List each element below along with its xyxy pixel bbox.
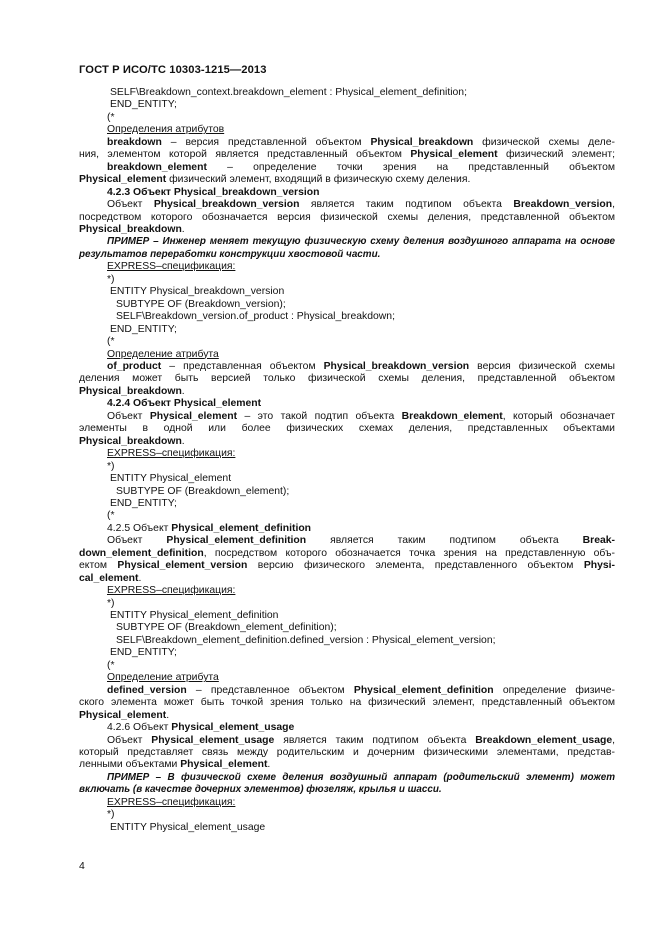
text-run: является таким подтипом объекта	[274, 734, 476, 746]
text-run: – определение точки зрения на представленный объектом	[206, 161, 615, 173]
text-run: *)	[107, 597, 115, 609]
text-run: .	[181, 435, 185, 447]
text-line	[79, 436, 615, 448]
bold-term: Physical_breakdown	[79, 435, 182, 447]
bold-term: Physical_element_usage	[171, 722, 295, 734]
text-line	[79, 784, 615, 796]
section-label: EXPRESS–спецификация:	[107, 585, 236, 597]
bold-term: 4.2.3 Объект Physical_breakdown_version	[107, 186, 320, 198]
bold-term: breakdown_element	[107, 161, 207, 173]
text-line	[79, 486, 615, 498]
text-run: ENTITY Physical_breakdown_version	[110, 286, 285, 298]
text-line	[79, 311, 615, 323]
example-text: ПРИМЕР – Инженер меняет текущую физическую схему деления воздушного аппарата на основе	[107, 236, 615, 248]
bold-term: Physical_breakdown	[79, 385, 182, 397]
text-run: END_ENTITY;	[110, 497, 177, 509]
text-run: SUBTYPE OF (Breakdown_version);	[116, 298, 286, 310]
text-run: .	[166, 709, 170, 721]
text-line	[79, 236, 615, 248]
text-run: Объект	[107, 199, 154, 211]
bold-term: Physical_breakdown_version	[153, 199, 300, 211]
text-run: END_ENTITY;	[110, 647, 177, 659]
bold-term: Physical_breakdown_version	[323, 360, 470, 372]
text-run: .	[138, 572, 142, 584]
text-line	[79, 274, 615, 286]
text-run: ENTITY Physical_element_definition	[110, 610, 279, 622]
text-run: версия физической схемы	[469, 360, 615, 372]
text-line	[79, 772, 615, 784]
text-run: который представляет связь между родительским и дочерним физическими элементами, представ-	[79, 747, 615, 759]
text-run: ленными объектами	[79, 759, 181, 771]
text-line	[79, 685, 615, 697]
bold-term: Physical_element	[149, 410, 238, 422]
text-run: 4.2.6 Объект	[107, 722, 172, 734]
text-line	[79, 797, 615, 809]
text-line	[79, 697, 615, 709]
text-line	[79, 261, 615, 273]
example-text: ПРИМЕР – В физической схеме деления воздушный аппарат (родительский элемент) может	[107, 771, 615, 783]
text-line	[79, 324, 615, 336]
text-line	[79, 535, 615, 547]
text-run: *)	[107, 809, 115, 821]
text-line	[79, 386, 615, 398]
text-run: .	[181, 223, 185, 235]
text-run: ектом	[79, 560, 118, 572]
text-line	[79, 224, 615, 236]
standard-designation-header: ГОСТ Р ИСО/ТС 10303-1215—2013	[79, 64, 267, 76]
text-run: ,	[612, 734, 616, 746]
bold-term: Breakdown_element	[401, 410, 503, 422]
text-line	[79, 112, 615, 124]
bold-term: Physical_element	[410, 149, 498, 161]
text-run: ENTITY Physical_element	[110, 473, 232, 485]
bold-term: Physi-	[583, 560, 615, 572]
text-line	[79, 373, 615, 385]
text-line	[79, 573, 615, 585]
bold-term: Physical_element_usage	[151, 734, 275, 746]
text-line	[79, 411, 615, 423]
text-run: (*	[107, 659, 115, 671]
text-line	[79, 822, 615, 834]
section-label: Определение атрибута	[107, 348, 219, 360]
bold-term: Breakdown_element_usage	[475, 734, 613, 746]
text-line	[79, 398, 615, 410]
text-run: END_ENTITY;	[110, 323, 177, 335]
text-line	[79, 710, 615, 722]
page-body	[79, 87, 615, 834]
text-run: 4.2.5 Объект	[107, 522, 172, 534]
bold-term: Break-	[582, 535, 615, 547]
text-run: Объект	[107, 535, 167, 547]
text-line	[79, 747, 615, 759]
text-line	[79, 249, 615, 261]
text-line	[79, 735, 615, 747]
text-line	[79, 635, 615, 647]
text-run: , посредством которого обозначается точка зрения на представленную объ-	[203, 547, 615, 559]
text-line	[79, 647, 615, 659]
text-line	[79, 87, 615, 99]
text-line	[79, 510, 615, 522]
text-run: *)	[107, 273, 115, 285]
text-run: физический элемент, входящий в физическую схему деления.	[166, 174, 471, 186]
text-line	[79, 99, 615, 111]
text-run: SELF\Breakdown_element_definition.defined_version : Physical_element_version;	[116, 634, 496, 646]
text-line	[79, 299, 615, 311]
bold-term: Physical_breakdown	[370, 136, 474, 148]
text-run: – представленное объектом	[186, 684, 354, 696]
bold-term: Physical_element_definition	[353, 684, 494, 696]
text-line	[79, 461, 615, 473]
text-run: элементы в одной или более физических схемах деления, представленных объектами	[79, 423, 615, 435]
text-line	[79, 448, 615, 460]
section-label: EXPRESS–спецификация:	[107, 448, 236, 460]
bold-term: Physical_element_definition	[166, 535, 307, 547]
text-line	[79, 286, 615, 298]
text-run: SUBTYPE OF (Breakdown_element);	[116, 485, 290, 497]
text-run: физической схемы деле-	[473, 136, 615, 148]
text-line	[79, 523, 615, 535]
text-line	[79, 212, 615, 224]
text-run: является таким подтипом объекта	[299, 199, 514, 211]
bold-term: defined_version	[107, 684, 187, 696]
section-label: EXPRESS–спецификация:	[107, 796, 236, 808]
example-text: результатов переработки конструкции хвостовой части.	[79, 248, 381, 260]
text-run: ского элемента может быть точкой зрения только на физический элемент, представленный объектом	[79, 697, 615, 709]
text-line	[79, 672, 615, 684]
text-run: – представленная объектом	[161, 360, 324, 372]
text-run: SUBTYPE OF (Breakdown_element_definition);	[116, 622, 337, 634]
text-run: – это такой подтип объекта	[237, 410, 402, 422]
text-run: – версия представленной объектом	[161, 136, 371, 148]
text-line	[79, 585, 615, 597]
text-line	[79, 187, 615, 199]
text-run: END_ENTITY;	[110, 99, 177, 111]
text-line	[79, 548, 615, 560]
text-run: определение физиче-	[493, 684, 615, 696]
text-run: является таким подтипом объекта	[306, 535, 583, 547]
text-run: ,	[612, 199, 615, 211]
text-run: физический элемент;	[497, 149, 615, 161]
section-label: Определение атрибута	[107, 672, 219, 684]
text-line	[79, 473, 615, 485]
bold-term: Physical_element_definition	[171, 522, 312, 534]
text-line	[79, 174, 615, 186]
bold-term: Physical_breakdown	[79, 223, 182, 235]
text-run: Объект	[107, 410, 150, 422]
text-line	[79, 722, 615, 734]
text-line	[79, 199, 615, 211]
text-run: Объект	[107, 734, 152, 746]
text-run: версию физического элемента, представленного объектом	[247, 560, 584, 572]
bold-term: Physical_element	[79, 709, 167, 721]
text-line	[79, 162, 615, 174]
text-run: (*	[107, 336, 115, 348]
bold-term: Breakdown_version	[513, 199, 613, 211]
text-line	[79, 124, 615, 136]
bold-term: breakdown	[107, 136, 162, 148]
text-line	[79, 498, 615, 510]
text-line	[79, 809, 615, 821]
text-run: , который обозначает	[502, 410, 615, 422]
text-run: .	[267, 759, 271, 771]
text-line	[79, 336, 615, 348]
text-run: ния, элементом которой является представленный объектом	[79, 149, 411, 161]
text-line	[79, 349, 615, 361]
example-text: включать (в качестве дочерних элементов) фюзеляж, крылья и шасси.	[79, 784, 442, 796]
bold-term: cal_element	[79, 572, 139, 584]
text-line	[79, 660, 615, 672]
section-label: Определения атрибутов	[107, 124, 225, 136]
text-line	[79, 149, 615, 161]
text-run: посредством которого обозначается версия физической схемы деления, представленной объектом	[79, 211, 615, 223]
text-line	[79, 560, 615, 572]
text-line	[79, 598, 615, 610]
text-run: деления может быть версией только физической схемы деления, представленной объектом	[79, 373, 615, 385]
bold-term: Physical_element_version	[117, 560, 248, 572]
text-line	[79, 361, 615, 373]
text-line	[79, 423, 615, 435]
text-line	[79, 759, 615, 771]
text-run: ENTITY Physical_element_usage	[110, 821, 266, 833]
text-run: SELF\Breakdown_version.of_product : Physical_breakdown;	[116, 311, 395, 323]
bold-term: Physical_element	[180, 759, 268, 771]
text-line	[79, 610, 615, 622]
text-run: (*	[107, 510, 115, 522]
bold-term: Physical_element	[79, 174, 167, 186]
text-run: (*	[107, 111, 115, 123]
bold-term: 4.2.4 Объект Physical_element	[107, 398, 262, 410]
text-line	[79, 137, 615, 149]
section-label: EXPRESS–спецификация:	[107, 261, 236, 273]
text-run: *)	[107, 460, 115, 472]
text-run: .	[181, 385, 185, 397]
bold-term: down_element_definition	[79, 547, 204, 559]
page-number: 4	[79, 861, 85, 872]
bold-term: of_product	[107, 360, 162, 372]
text-line	[79, 622, 615, 634]
text-run: SELF\Breakdown_context.breakdown_element : Physical_element_definition;	[110, 87, 467, 98]
